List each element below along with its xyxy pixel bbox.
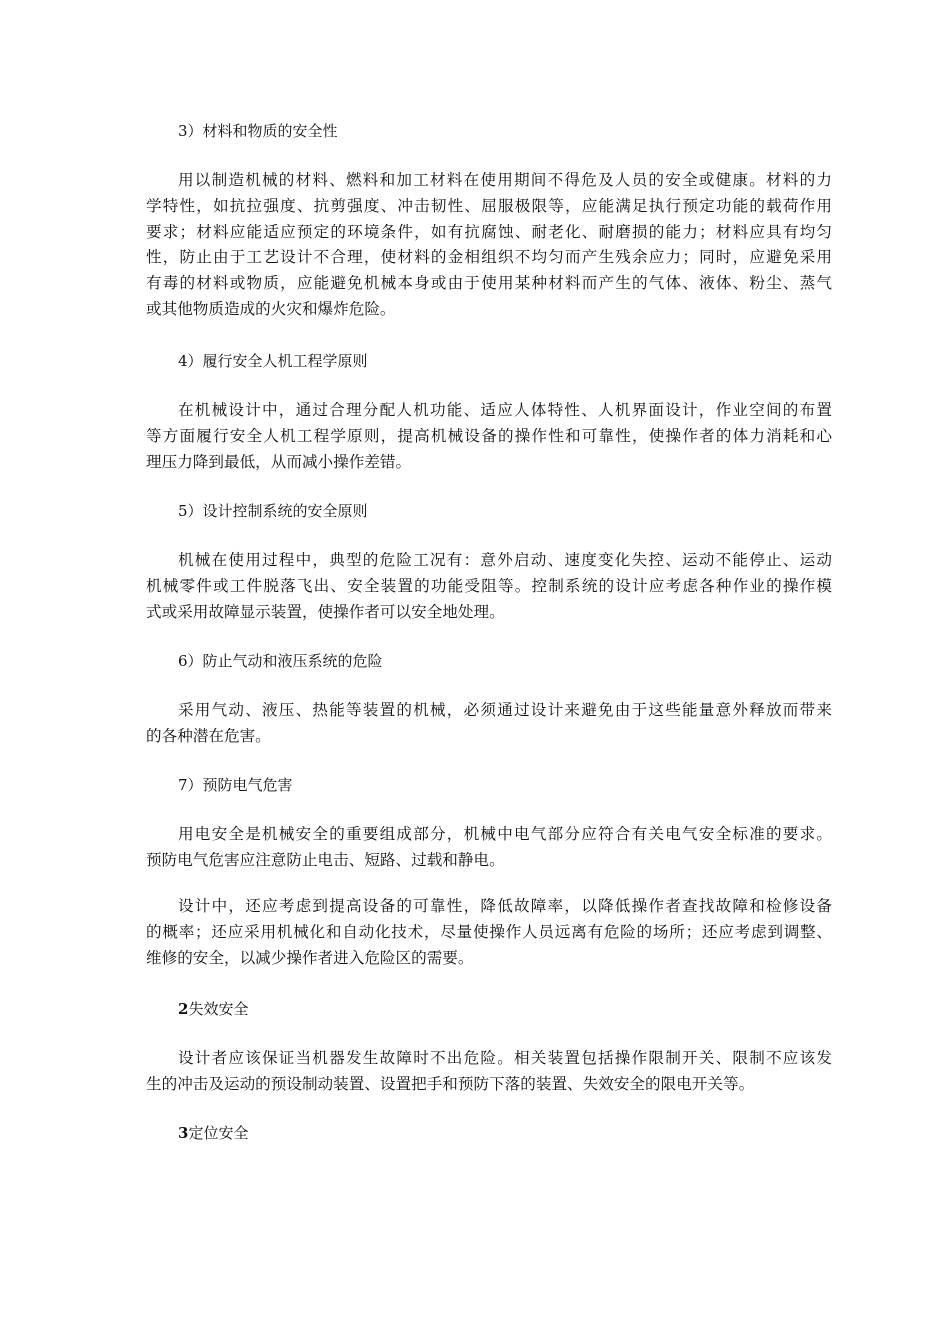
section-heading-5-control-system: 5）设计控制系统的安全原则 [178, 502, 368, 520]
text-line: 用以制造机械的材料、燃料和加工材料在使用期间不得危及人员的安全或健康。材料的力 [178, 171, 832, 189]
paragraph-fail-safe [146, 1046, 832, 1098]
section-heading-6-pneumatic-hydraulic: 6）防止气动和液压系统的危险 [178, 652, 383, 670]
text-line: 理压力降到最低，从而减小操作差错。 [146, 452, 412, 471]
text-line: 设计中，还应考虑到提高设备的可靠性，降低故障率，以降低操作者查找故障和检修设备 [178, 897, 832, 915]
section-heading-7-electrical: 7）预防电气危害 [178, 776, 293, 794]
section-title: 定位安全 [188, 1124, 249, 1142]
paragraph-control-system [146, 548, 832, 625]
text-line: 设计者应该保证当机器发生故障时不出危险。相关装置包括操作限制开关、限制不应该发 [178, 1049, 832, 1067]
text-line: 式或采用故障显示装置，使操作者可以安全地处理。 [146, 602, 505, 621]
section-number: 2 [178, 1000, 189, 1018]
text-line: 学特性，如抗拉强度、抗剪强度、冲击韧性、屈服极限等，应能满足执行预定功能的载荷作用 [146, 196, 832, 215]
text-line: 用电安全是机械安全的重要组成部分，机械中电气部分应符合有关电气安全标准的要求。 [178, 825, 832, 843]
text-line: 维修的安全，以减少操作者进入危险区的需要。 [146, 948, 474, 967]
text-line: 的概率；还应采用机械化和自动化技术，尽量使操作人员远离有危险的场所；还应考虑到调整、 [146, 922, 832, 941]
text-line: 要求；材料应能适应预定的环境条件，如有抗腐蚀、耐老化、耐磨损的能力；材料应具有均匀 [146, 222, 832, 241]
text-line: 或其他物质造成的火灾和爆炸危险。 [146, 299, 396, 318]
section-heading-4-ergonomics: 4）履行安全人机工程学原则 [178, 352, 368, 370]
section-heading-3-materials: 3）材料和物质的安全性 [178, 122, 338, 140]
section-title: 失效安全 [188, 1000, 249, 1018]
text-line: 机械在使用过程中，典型的危险工况有：意外启动、速度变化失控、运动不能停止、运动 [178, 551, 832, 569]
paragraph-pneumatic-hydraulic [146, 698, 832, 750]
paragraph-design-reliability [146, 894, 832, 971]
text-line: 性，防止由于工艺设计不合理，使材料的金相组织不均匀而产生残余应力；同时，应避免采用 [146, 248, 832, 267]
text-line: 预防电气危害应注意防止电击、短路、过载和静电。 [146, 850, 505, 869]
text-line: 在机械设计中，通过合理分配人机功能、适应人体特性、人机界面设计，作业空间的布置 [178, 401, 832, 419]
section-heading-fail-safe [178, 996, 248, 1022]
text-line: 采用气动、液压、热能等装置的机械，必须通过设计来避免由于这些能量意外释放而带来 [178, 701, 832, 719]
text-line: 等方面履行安全人机工程学原则，提高机械设备的操作性和可靠性，使操作者的体力消耗和心 [146, 426, 832, 445]
paragraph-ergonomics [146, 398, 832, 475]
text-line: 的各种潜在危害。 [146, 726, 271, 745]
section-number: 3 [178, 1124, 189, 1142]
section-heading-positioning-safety [178, 1120, 248, 1146]
text-line: 机械零件或工件脱落飞出、安全装置的功能受阻等。控制系统的设计应考虑各种作业的操作模 [146, 576, 832, 595]
text-line: 生的冲击及运动的预设制动装置、设置把手和预防下落的装置、失效安全的限电开关等。 [146, 1074, 755, 1093]
paragraph-electrical [146, 822, 832, 874]
text-line: 有毒的材料或物质，应能避免机械本身或由于使用某种材料而产生的气体、液体、粉尘、蒸气 [146, 274, 832, 293]
paragraph-materials [146, 168, 832, 323]
